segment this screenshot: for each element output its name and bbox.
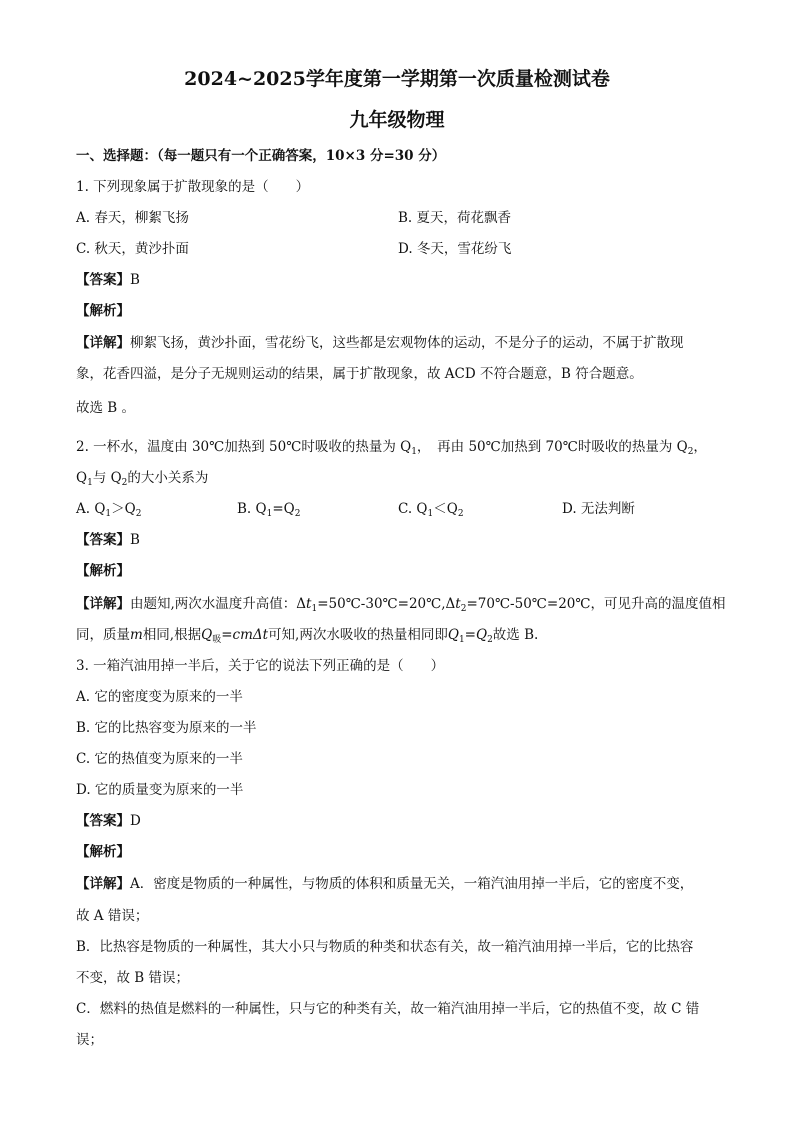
question-1-option-d: D. 冬天，雪花纷飞 — [398, 241, 512, 257]
question-3-detail-line-2: 故 A 错误； — [76, 908, 149, 924]
page-title: 2024~2025学年度第一学期第一次质量检测试卷 — [184, 68, 610, 90]
question-1-option-b: B. 夏天，荷花飘香 — [398, 210, 512, 226]
question-3-option-a: A. 它的密度变为原来的一半 — [76, 689, 243, 705]
question-3-option-b: B. 它的比热容变为原来的一半 — [76, 720, 257, 736]
question-2-option-b: B. $Q_1=Q_2$ — [237, 501, 301, 519]
question-3-analysis-tag: 【解析】 — [76, 844, 130, 860]
question-1-conclusion: 故选 B 。 — [76, 400, 136, 416]
question-1-answer — [76, 270, 140, 290]
question-2-stem-line-1: 2. 一杯水，温度由 30℃加热到 50℃时吸收的热量为 $Q_1$， 再由 50℃加热到 70℃时吸收的热量为 $Q_2$， — [76, 439, 707, 457]
question-2-answer: 【答案】B — [76, 532, 140, 548]
question-3-detail-line-4: 不变，故 B 错误； — [76, 970, 190, 986]
question-1-detail-line-2: 象，花香四溢，是分子无规则运动的结果，属于扩散现象，故 ACD 不符合题意，B 符合题意。 — [76, 366, 643, 382]
question-2-option-a: A. $Q_1>Q_2$ — [76, 501, 142, 519]
question-3-detail-line-3: B．比热容是物质的一种属性，其大小只与物质的种类和状态有关，故一箱汽油用掉一半后，它的比热容 — [76, 939, 694, 955]
question-2-option-c: C. $Q_1<Q_2$ — [398, 501, 464, 519]
answer-value: B — [130, 272, 140, 288]
question-3-detail-line-5: C．燃料的热值是燃料的一种属性，只与它的种类有关，故一箱汽油用掉一半后，它的热值不变，故 C 错 — [76, 1001, 700, 1017]
question-3-stem: 3. 一箱汽油用掉一半后，关于它的说法下列正确的是（ ） — [76, 658, 445, 674]
question-3-detail-line-6: 误； — [76, 1032, 103, 1048]
page-subtitle: 九年级物理 — [349, 109, 445, 131]
question-1-analysis-tag: 【解析】 — [76, 303, 130, 319]
question-3-answer: 【答案】D — [76, 813, 141, 829]
question-1-detail-line-1: 【详解】柳絮飞扬，黄沙扑面，雪花纷飞，这些都是宏观物体的运动，不是分子的运动，不属于扩散现 — [76, 335, 684, 351]
question-1-stem: 1. 下列现象属于扩散现象的是（ ） — [76, 179, 310, 195]
question-2-detail-line-2: 同，质量m相同,根据$Q_吸=cm\Delta t$可知,两次水吸收的热量相同即$Q_1=Q_2$故选 B. — [76, 627, 539, 645]
answer-tag: 【答案】 — [76, 272, 130, 288]
section-heading: 一、选择题：（每一题只有一个正确答案，10×3 分=30 分） — [76, 148, 446, 164]
question-1-option-c: C. 秋天，黄沙扑面 — [76, 241, 189, 257]
question-2-detail-line-1: 【详解】由题知,两次水温度升高值：$\Delta t_1=50℃-30℃=20℃,\Delta t_2=70℃-50℃=20℃$，可见升高的温度值相 — [76, 596, 726, 614]
question-3-detail-line-1: 【详解】A．密度是物质的一种属性，与物质的体积和质量无关，一箱汽油用掉一半后，它的密度不变， — [76, 876, 694, 892]
question-2-option-d: D. 无法判断 — [562, 501, 635, 517]
question-1-option-a: A. 春天，柳絮飞扬 — [76, 210, 189, 226]
question-3-option-c: C. 它的热值变为原来的一半 — [76, 751, 243, 767]
question-2-analysis-tag: 【解析】 — [76, 563, 130, 579]
question-2-stem-line-2: $Q_1$与 $Q_2$的大小关系为 — [76, 470, 209, 488]
question-3-option-d: D. 它的质量变为原来的一半 — [76, 782, 244, 798]
